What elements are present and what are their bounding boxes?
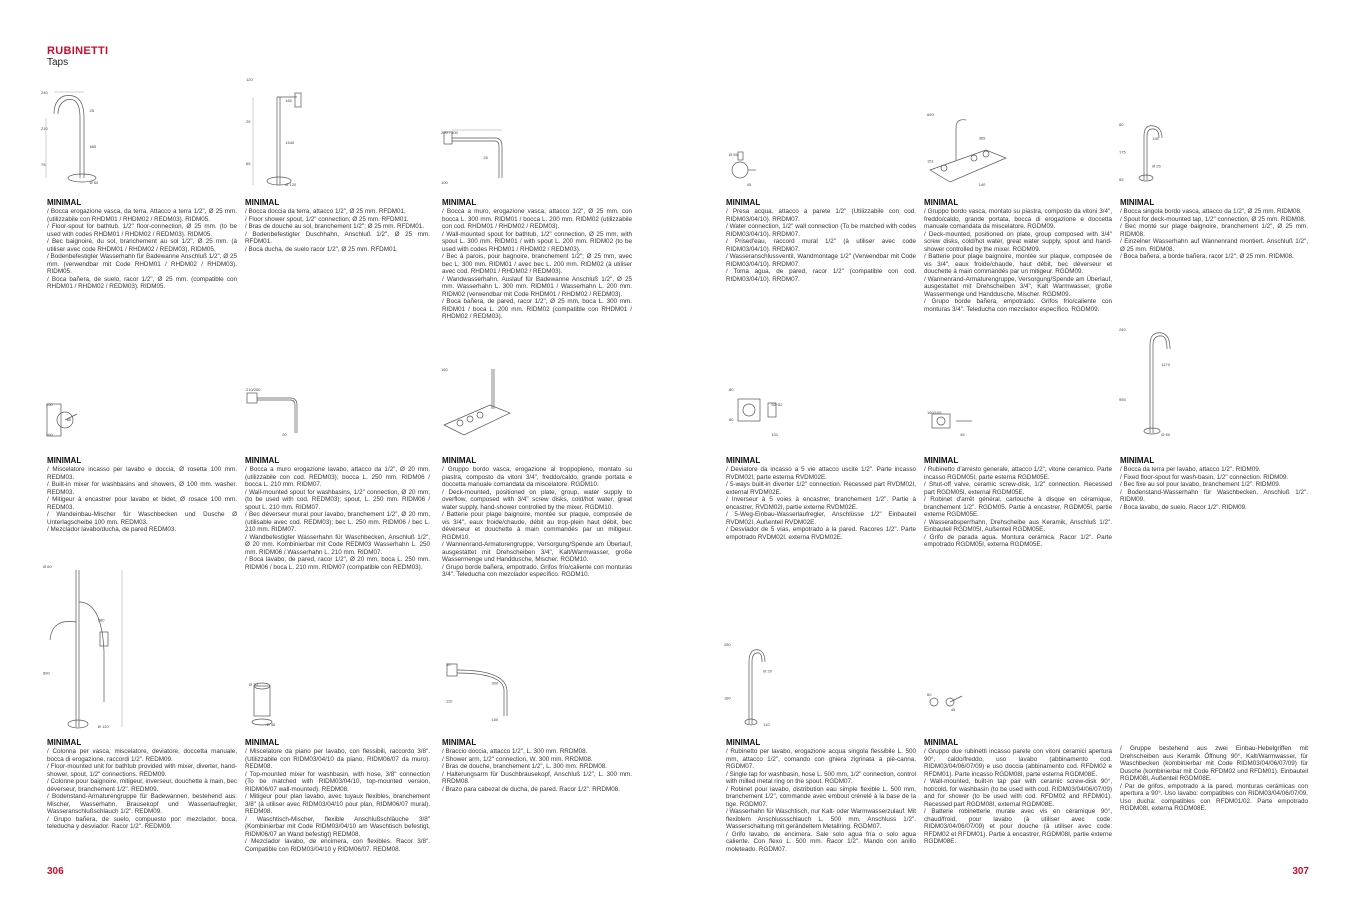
text-line: / Grupo borde bañera, empotrado. Grifos frío/caliente con monturas 3/4". Teleducha con mezclador específico. RGDM10. <box>442 563 632 578</box>
text-line: / Deck-mounted, positioned on plate, group, water supply to overflow, composed with 3/4" screw disks, cold/hot water, great water supply, hand-shower controlled by the mixer. RGDM10. <box>442 488 632 511</box>
dim-label: 65 <box>246 161 251 166</box>
dim-label: Ø 120 <box>97 724 109 729</box>
figure-deck-group-plate <box>926 110 1011 190</box>
text-line: / Wannenrand-Armaturengruppe, Versorgung/Spende am Überlauf, ausgestattet mit Drehscheiben 3/4", Kalt Warmwasser, große Wassermenge und Handdusche, Mischer. RGDM09. <box>924 275 1112 298</box>
block-title: MINIMAL <box>442 738 477 747</box>
dim-label: 160 <box>441 367 448 372</box>
text-line: / Top-mounted mixer for washbasin, with hose, 3/8" connection (To be matched with RIDM03/04/10, top-mounted version, RIDM06/07 wall-mounted). REDM08. <box>245 770 430 793</box>
text-line: / Bras de douche, branchement 1/2", L. 300 mm. RRDM08. <box>442 763 607 770</box>
product-block <box>924 456 1112 549</box>
text-line: / Rubinetto per lavabo, erogazione acqua singola flessibile L. 500 mm, attacco 1/2", comando con ghiera zigrinata a piè-canna. RGDM07. <box>726 748 916 770</box>
dim-label: 140 <box>978 182 986 187</box>
block-title: MINIMAL <box>245 738 280 747</box>
text-line: / Miscelatore incasso per lavabo e doccia, Ø rosetta 100 mm. REDM03. <box>47 466 237 481</box>
text-line: / Wasserabsperrhahn, Drehscheibe aus Keramik, Anschluß 1/2". Einbauteil RGDM05I, Außenteil RGDM05E. <box>924 518 1112 533</box>
block-title: MINIMAL <box>726 198 761 207</box>
figure-built-in-mixer <box>45 400 80 440</box>
dim-label: 45 <box>746 182 752 187</box>
figure-five-way-diverter <box>728 385 798 440</box>
product-block <box>47 456 237 534</box>
dim-label: 175 <box>1119 149 1126 155</box>
dim-label: 80 <box>1119 122 1124 127</box>
dim-label: 25 <box>246 119 251 124</box>
dim-label: 25 <box>483 155 488 160</box>
product-block <box>726 198 916 283</box>
text-line: / Boca bañera, a borde bañera, racor 1/2", Ø 25 mm. RIDM08. <box>1120 253 1294 260</box>
dim-label: 60 <box>927 692 932 697</box>
text-line: / Bocca erogazione vasca, da terra. Attacco a terra 1/2", Ø 25 mm. (utilizzabile con RHDM01 / RHDM02 / REDM03). RIDM05. <box>47 208 237 223</box>
text-line: / Bocca doccia da terra, attacco 1/2", Ø 25 mm. RFDM01. <box>245 208 406 215</box>
product-block <box>726 738 916 853</box>
text-line: / Grupo bañera, de suelo, compuesto por: mezclador, boca, teleducha y desviador. Racor 1/2". REDM09. <box>47 815 237 830</box>
text-line: / Water connection, 1/2" wall connection (To be matched with codes RIDM03/04/10). RRDM07. <box>726 223 916 238</box>
dim-label: Ø 70 <box>249 682 258 687</box>
text-line: / Colonna per vasca, miscelatore, deviatore, doccetta manuale, bocca di erogazione, raccordi 1/2". REDM09. <box>47 748 237 763</box>
text-line: / Wall-mounted spout for bathtub, 1/2" connection, Ø 25 mm, with spout L. 300 mm. RIDM01 / with spout L. 200 mm. RIDM02 (to be used with codes RHDM01 / RHDM02 / REDM03). <box>442 230 632 253</box>
text-line: / Shower arm, 1/2" connection, W. 300 mm. RRDM08. <box>442 755 593 763</box>
text-line: / Gruppe bestehend aus zwei Einbau-Hebelgriffen mit Drehscheiben aus Keramik Öffnung 90°, Kalt/Warmwasser, für Waschbecken (kombinierbar mit Code RIDM03/04/06/07/09) für Dusche (kombinierbar mit Code RFDM02 und RFDM01). Einbauteil RGDM08I, Außenteil RGDM08E. <box>1120 745 1308 782</box>
text-line: / Gruppo due rubinetti incasso parete con vitoni ceramici apertura 90°, caldo/freddo, uso lavabo (abbinamento cod. RIDM03/04/06/07/09) e uso doccia (abbinamento cod. RFDM02 e RFDM01). Parte incasso RGDM08I, parte esterna RGDM08E. <box>924 748 1112 778</box>
text-line: / Built-in mixer for washbasins and showers, Ø 100 mm. washer. REDM03. <box>47 481 237 496</box>
dim-label: 1540 <box>285 140 295 145</box>
text-line: / Batterie robinetterie murale avec vis en céramique 90°, chaud/froid, pour lavabo (à utiliser avec code: RIDM03/04/06/07/09) et pour douche (à utiliser avec code: RFDM02 et RFDM01). Partie à encastrer, RGDM08I, partie externe RGDM08E. <box>924 808 1112 845</box>
dim-label: 280 <box>97 617 105 623</box>
text-line: / Boca bañera, de pared, racor 1/2", Ø 25 mm, boca L. 300 mm. RIDM01 / boca L. 200 mm. RIDM02 (compatible con RHDM01 / RHDM02 / REDM03). <box>442 298 632 320</box>
text-line: / Floor-spout for bathtub. 1/2" floor-connection, Ø 25 mm. (to be used with codes RHDM01 / RHDM02 / REDM03). RIDM05. <box>47 223 237 238</box>
block-title: MINIMAL <box>245 198 280 207</box>
dim-label: Ø 60 <box>43 564 52 569</box>
text-line: / Bodenbefestigter Wasserhahn für Badewanne Anschluß 1/2", Ø 25 mm. (verwendbar mit Code RHDM01 / RHDM02 / RHDM03). RIDM05. <box>47 253 237 275</box>
dim-label: Ø 60 <box>89 180 99 185</box>
dim-label: 160/105 <box>927 410 942 415</box>
text-line: / Mezclador lavabo, de encimera, con flexibles. Racor 3/8". Compatible con RIDM03/04/10 y RIDM06/07. REDM08. <box>245 838 430 853</box>
text-line: / Deviatore da incasso a 5 vie attacco uscite 1/2". Parte incasso RVDM02I, parte esterna RVDM02E. <box>726 466 916 481</box>
figure-wall-spout-bathtub <box>440 128 510 188</box>
product-block <box>1120 198 1308 261</box>
dim-label: 160 <box>285 98 292 103</box>
block-title: MINIMAL <box>924 456 959 465</box>
block-title: MINIMAL <box>924 198 959 207</box>
text-line: / Bec fixe au sol pour lavabo, branchement 1/2". RIDM09. <box>1120 481 1281 488</box>
text-line: / Desviador de 5 vías, empotrado a la pared. Racores 1/2". Parte empotrado RVDM02I, externa RVDM02E. <box>726 526 916 541</box>
dim-label: 160 <box>46 432 53 437</box>
dim-label: Ø 120 <box>285 182 297 187</box>
text-line: / Braccio doccia, attacco 1/2", L. 300 mm. RRDM08. <box>442 748 588 755</box>
dim-label: 100 <box>46 402 53 407</box>
product-block <box>1120 745 1308 813</box>
text-line: / Waschtisch-Mischer, flexible Anschlußschläuche 3/8" (Kombinierbar mit Code RIDM03/04/10 am Waschtisch befestigt, RIDM06/07 an Wand befestigt) REDM08. <box>245 815 430 838</box>
dim-label: 20 <box>282 432 287 437</box>
dim-label: 1170 <box>1161 362 1171 367</box>
text-line: / Wall-mounted, built-in tap pair with ceramic screw-disk 90°, hot/cold, for washbasin (to be used with cod. RIDM03/04/06/07/09) and for shower (to be used with cod. RFDM02 and RFDM01). Recessed part RGDM08I, external RGDM08E. <box>924 778 1112 808</box>
dim-label: 365 <box>978 135 986 141</box>
text-line: / Halterungsarm für Duschbrausekopf, Anschluß 1/2", L. 300 mm. RRDM08. <box>442 770 632 785</box>
block-title: MINIMAL <box>47 456 82 465</box>
text-line: / 5-ways built-in diverter 1/2" connection. Recessed part RVDM02I, external RVDM02E. <box>726 481 916 496</box>
text-line: / Single tap for washbasin, hose L. 500 mm, 1/2" connection, control with milled metal ring on the spout. RGDM07. <box>726 770 916 785</box>
dim-label: 120 <box>246 77 253 82</box>
figure-shut-off-valve <box>926 408 981 440</box>
block-title: MINIMAL <box>726 456 761 465</box>
dim-label: 75 <box>41 162 46 167</box>
block-title: MINIMAL <box>1120 456 1155 465</box>
text-line: / Prised'eau, raccord mural 1/2" (à utiliser avec code RIDM03/04/10). RRDM07. <box>726 238 916 253</box>
dim-label: 25 <box>89 108 95 113</box>
text-line: / Gruppo bordo vasca, montato su piastra, composto da vitoni 3/4", freddo/caldo, grande portata, bocca di erogazione e doccetta manuale comandata da miscelatore. RGDM09. <box>924 208 1112 230</box>
text-line: / Boca lavabo, de suelo. Racor 1/2". RIDM09. <box>1120 503 1247 511</box>
dim-label: 80 <box>729 417 734 422</box>
text-line: / Mitigeur pour plan lavabo, avec tuyaux flexibles, branchement 3/8" (à utiliser avec RIDM03/04/10 pour plan, RIDM06/07 mural). REDM08. <box>245 793 430 815</box>
dim-label: 210 <box>41 126 48 131</box>
dim-label: 101 <box>771 432 779 437</box>
product-block <box>442 738 632 793</box>
dim-label: 280 <box>724 642 731 647</box>
dim-label: 240 <box>1119 327 1126 332</box>
dim-label: 110 <box>446 698 453 704</box>
figure-deck-spout-single <box>1118 120 1173 185</box>
text-line: / Bec monté sur plage baignoire, branchement 1/2", Ø 25 mm. RIDM08. <box>1120 223 1308 238</box>
product-block <box>1120 456 1308 511</box>
text-line: / Wandwasserhahn, Auslauf für Badewanne Anschluß 1/2", Ø 25 mm. Wasserhahn L. 300 mm. RIDM01 / Wasserhahn L. 200 mm. RIDM02 (verwendbar mit Code RHDM01 / RHDM02 / REDM03). <box>442 275 632 298</box>
text-line: / Gruppo bordo vasca, erogazione al troppopieno, montato su piastra, composto da vitoni 3/4", freddo/caldo, grande portata e doccetta manuale comandata da miscelatore. RGDM10. <box>442 466 632 488</box>
text-line: / Deck-mounted, positioned on plate, group composed with 3/4" screw disks, cold/hot water, great water supply, spout and hand-shower controlled by the mixer. RGDM09. <box>924 230 1112 253</box>
text-line: / Brazo para cabezal de ducha, de pared. Racor 1/2". RRDM08. <box>442 785 620 793</box>
text-line: / Mezclador lavabo/ducha, de pared REDM03. <box>47 526 177 533</box>
text-line: / Grifo de parada agua. Montura cerámica. Racor 1/2". Parte empotrado RGDM05I, externa RGDM05E. <box>924 533 1112 548</box>
text-line: / Boca lavabo, de pared, racor 1/2", Ø 20 mm, boca L. 250 mm. RIDM06 / boca L. 210 mm. RIDM07 (compatible con REDM03). <box>245 556 430 571</box>
figure-single-tap-washbasin <box>723 640 788 730</box>
product-block <box>245 456 430 571</box>
dim-label: 690 <box>927 112 934 117</box>
dim-label: 955 <box>1119 397 1126 402</box>
product-block <box>47 738 237 831</box>
dim-label: 180 <box>724 695 731 701</box>
dim-label: 45 <box>950 707 956 712</box>
figure-shower-arm <box>445 660 520 725</box>
block-title: MINIMAL <box>726 738 761 747</box>
product-block <box>245 198 430 253</box>
text-line: / Inverseur à 5 voies à encastrer, branchement 1/2". Partie à encastrer, RVDM02I, partie externe RVDM02E. <box>726 496 916 511</box>
block-title: MINIMAL <box>245 456 280 465</box>
product-block <box>726 456 916 541</box>
figure-floor-column-bathtub <box>42 562 132 732</box>
text-line: / Grifo lavabo, de encimera. Sale solo agua fría o solo agua caliente. Con flexo L. 500 mm. Racor 1/2". Mando con anillo moleteado. RGDM07. <box>726 830 916 853</box>
text-line: / Grupo borde bañera, empotrado. Grifos frío/caliente con monturas 3/4". Teleducha con mezclador específico. RGDM09. <box>924 298 1112 313</box>
block-title: MINIMAL <box>442 456 477 465</box>
text-line: / Bec à parois, pour bagnoire, branchement 1/2"; Ø 25 mm, avec bec L. 300 mm. RIDM01 / avec bec L. 200 mm. RIDM02 (à utiliser avec cod. RHDM01 / RHDM02 / REDM03). <box>442 253 632 275</box>
dim-label: 100 <box>491 717 499 722</box>
text-line: / Colonne pour baignoire, mitigeur, inverseur, douchette à main, bec déverseur, branchement 1/2". REDM09. <box>47 778 237 793</box>
text-line: / Wasseranschlussventil, Wandmontage 1/2" (Verwendbar mit Code RIDM03/04/10). RRDM07. <box>726 253 916 268</box>
dim-label: 100 <box>441 180 448 185</box>
text-line: / Miscelatore da piano per lavabo, con flessibili, raccordo 3/8". (Utilizzabile con RIDM03/04/10 da piano, RIDM06/07 da muro). REDM08. <box>245 748 430 770</box>
dim-label: 80 <box>729 387 734 392</box>
block-title: MINIMAL <box>924 738 959 747</box>
text-line: / Bodenstand-Armaturengruppe für Badewannen, bestehend aus: Mischer, Wasserhahn, Brausekopf und Wasserlaufregler, Wasseranschlußschlauch 1/2". REDM09. <box>47 793 237 815</box>
page-number-right: 307 <box>1292 866 1309 877</box>
text-line: / Wall-mounted spout for washbasins, 1/2" connection, Ø 20 mm, (to be used with cod. REDM03); spout, L. 250 mm. RIDM06 / spout L. 210 mm. RIDM07. <box>245 488 430 511</box>
text-line: / Toma agua, de pared, racor 1/2" (compatible con cod. RIDM03/04/10). RRDM07. <box>726 268 916 283</box>
text-line: / Bocca da terra per lavabo, attacco 1/2". RIDM09. <box>1120 466 1261 473</box>
text-line: / Boca bañera, de suelo, racor 1/2", Ø 25 mm. (compatible con RHDM01 / RHDM02 / REDM03). RIDM05. <box>47 275 237 290</box>
figure-wall-spout-washbasin <box>245 385 305 440</box>
text-line: / Mitigeur à encastrer pour lavabo et bidet, Ø rosace 100 mm. REDM03. <box>47 496 237 511</box>
dim-label: 52÷52 <box>771 402 783 407</box>
block-title: MINIMAL <box>47 738 82 747</box>
block-title: MINIMAL <box>1120 198 1155 207</box>
dim-label: 151 <box>927 158 934 164</box>
text-line: / Par de grifos, empotrado a la pared, monturas cerámicas con apertura a 90°. Uso lavabo: compatibles con RIDM03/04/06/07/09. Uso ducha: compatibles con RFDM01/02. Parte empotrado RGDM08I, externa RGDM08E. <box>1120 782 1308 812</box>
text-line: / Bodenstand-Wasserhahn für Waschbecken, Anschluß 1/2". RIDM09. <box>1120 488 1308 503</box>
figure-water-connection <box>728 150 758 190</box>
dim-label: Ø 55 <box>729 152 738 157</box>
text-line: / Batterie pour plage baignoire, montée sur plaque, composée de vis 3/4", eaux froide/chaude, débit au trop-plein haut débit, bec déverseur et douchette à main commandés par un mitigeur. RGDM10. <box>442 511 632 541</box>
figure-floor-spout-washbasin <box>1118 325 1188 440</box>
text-line: / Spout for deck-mounted tap, 1/2" connection, Ø 25 mm. RIDM08. <box>1120 215 1306 223</box>
figure-deck-group-overflow <box>440 365 515 440</box>
text-line: / Presa acqua, attacco a parete 1/2" (Utilizzabile con cod. RIDM03/04/10). RRDM07. <box>726 208 916 223</box>
block-title: MINIMAL <box>442 198 477 207</box>
dim-label: 240 <box>41 90 48 95</box>
dim-label: 60 <box>66 417 72 422</box>
product-block <box>442 456 632 579</box>
text-line: / Bocca a muro erogazione lavabo, attacco da 1/2", Ø 20 mm. (utilizzabile con cod. REDM03); bocca L. 250 mm. RIDM06 / bocca L. 210 mm. RIDM07. <box>245 466 430 488</box>
text-line: / Bocca singola bordo vasca, attacco da 1/2", Ø 25 mm. RIDM08. <box>1120 208 1302 215</box>
text-line: / Batterie pour plage baignoire, montée sur plaque, composée de vis 3/4", eaux froide/chaude, haut débit, bec déverseur et douchette à main commandés par un mitigeur. RGDM09. <box>924 253 1112 275</box>
dim-label: 200 - 300 <box>441 130 458 135</box>
text-line: / 5-Weg-Einbau-Wasserlaufregler, Anschlüsse 1/2" Einbauteil RVDM02I, Außenteil RVDM02E. <box>726 511 916 526</box>
text-line: / Bodenbefestigter Duschhahn, Anschluß 1/2", Ø 25 mm. RFDM01. <box>245 230 430 245</box>
text-line: / Floor shower spout, 1/2" connection; Ø 25 mm. RFDM01. <box>245 215 409 223</box>
dim-label: 45 <box>960 432 965 437</box>
text-line: / Wandeinbau-Mischer für Waschbecken und Dusche Ø Unterlagscheibe 100 mm. REDM03. <box>47 511 237 526</box>
figure-top-mounted-mixer <box>248 680 278 730</box>
figure-wall-tap-pair <box>926 690 966 715</box>
product-block <box>442 198 632 321</box>
text-line: / Wannenrand-Armaturengruppe, Versorgung/Spende am Überlauf, ausgestattet mit Drehscheiben 3/4", Kalt/Warmwasser, große Wassermenge und Handdusche, Mischer. RGDM10. <box>442 541 632 563</box>
product-block <box>924 738 1112 846</box>
text-line: / Wandbefestigter Wasserhahn für Waschbecken, Anschluß 1/2", Ø 20 mm. Kombinierbar mit Code REDM03 Wasserhahn L. 250 mm. RIDM06 / Wasserhahn L. 210 mm. RIDM07. <box>245 533 430 556</box>
dim-label: 210/250 <box>246 387 261 392</box>
dim-label: 890 <box>43 670 50 676</box>
page-number-left: 306 <box>47 866 64 877</box>
product-block <box>245 738 430 853</box>
figure-floor-spout-bathtub <box>40 88 120 188</box>
text-line: / Boca ducha, de suelo racor 1/2", Ø 25 mm. RFDM01. <box>245 245 398 253</box>
product-block <box>47 198 237 291</box>
dim-label: 135 <box>1152 135 1159 141</box>
text-line: / Floor-mounted unit for bathtub provided with mixer, diverter, hand-shower, spout, 1/2" connections. REDM09. <box>47 763 237 778</box>
dim-label: Ø 25 <box>1152 163 1161 169</box>
page-right <box>678 0 1356 904</box>
section-subtitle: Taps <box>47 57 69 68</box>
figure-floor-shower-spout <box>245 75 310 190</box>
text-line: / Fixed floor-spout for wash-basin, 1/2" connection. RIDM09. <box>1120 473 1289 481</box>
dim-label: 300 <box>491 680 499 686</box>
text-line: / Bras de douche au sol, branchement 1/2"; Ø 25 mm. RFDM01. <box>245 223 424 230</box>
block-title: MINIMAL <box>47 198 82 207</box>
text-line: / Robinet d'arrêt général, cartouche à disque en céramique, branchement 1/2". RGDM05. Partie à encastrer, RGDM05I, partie externe RGDM05E. <box>924 496 1112 518</box>
dim-label: 20 <box>446 662 451 667</box>
dim-label: 665 <box>89 144 97 149</box>
dim-label: Ø 46 <box>266 722 276 727</box>
text-line: / Robinet pour lavabo, distribution eau simple flexible L. 500 mm, branchement 1/2", commande avec embout crénelé à la base de la tige. RGDM07. <box>726 785 916 808</box>
text-line: / Einzelner Wasserhahn auf Wannenrand montiert. Anschluß 1/2", Ø 25 mm. RIDM08. <box>1120 238 1308 253</box>
dim-label: 110 <box>763 722 770 727</box>
text-line: / Shut-off valve, ceramic screw-disk, 1/2" connection. Recessed part RGDM05I, external RGDM05E. <box>924 481 1112 496</box>
text-line: / Bec baignoire, du sol, branchement au sol 1/2", Ø 25 mm. (à utiliser avec code RHDM01 / RHDM02 / REDM03). RIDM05. <box>47 238 237 253</box>
text-line: / Wasserhahn für Waschtisch, nur Kalt- oder Warmwasserzulauf. Mit flexiblem Anschlussschlauch L. 500 mm, Anschluss 1/2". Wasserschaltung mit gerändeltem Metallring. RGDM07. <box>726 808 917 830</box>
product-block <box>924 198 1112 313</box>
section-title: RUBINETTI <box>47 45 109 57</box>
dim-label: Ø 60 <box>1161 432 1171 437</box>
dim-label: Ø 20 <box>763 668 772 674</box>
text-line: / Bocca a muro, erogazione vasca, attacco 1/2", Ø 25 mm. con bocca L. 300 mm. RIDM01 / bocca L. 200 mm. RIDM02 (utilizzabile con cod. RHDM01 / RHDM02 / REDM03). <box>442 208 632 230</box>
text-line: / Bec déverseur mural pour lavabo, branchement 1/2", Ø 20 mm, (utilisable avec cod. REDM03); bec L. 250 mm. RIDM06 / bec L. 210 mm. RIDM07. <box>245 511 430 533</box>
text-line: / Rubinetto d'arresto generale, attacco 1/2", vitone ceramico. Parte incasso RGDM05I, parte esterna RGDM05E. <box>924 466 1112 481</box>
dim-label: 65 <box>1119 177 1124 182</box>
